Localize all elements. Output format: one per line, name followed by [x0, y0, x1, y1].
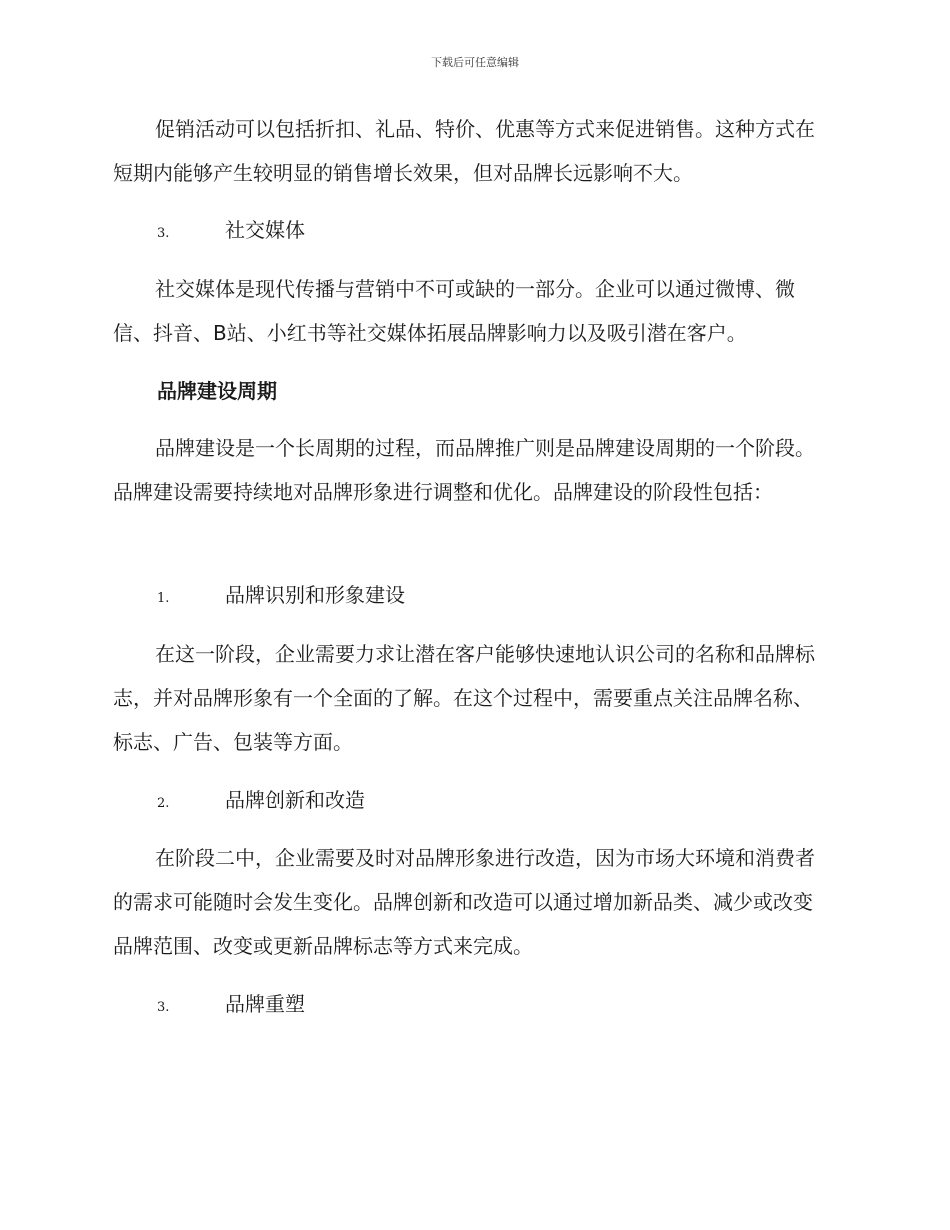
paragraph-brand-innovation: 在阶段二中，企业需要及时对品牌形象进行改造，因为市场大环境和消费者的需求可能随时会发生变化。品牌创新和改造可以通过增加新品类、减少或改变品牌范围、改变或更新品牌标志等方式来完成。	[113, 846, 815, 958]
list-item-brand-identity	[157, 580, 405, 614]
paragraph-brand-identity: 在这一阶段，企业需要力求让潜在客户能够快速地认识公司的名称和品牌标志，并对品牌形象有一个全面的了解。在这个过程中，需要重点关注品牌名称、标志、广告、包装等方面。	[113, 642, 815, 754]
list-item-brand-innovation	[157, 785, 365, 819]
list-label: 社交媒体	[225, 218, 305, 242]
paragraph-promotion: 促销活动可以包括折扣、礼品、特价、优惠等方式来促进销售。这种方式在短期内能够产生较明显的销售增长效果，但对品牌长远影响不大。	[113, 117, 815, 185]
list-label: 品牌创新和改造	[225, 788, 365, 812]
list-label: 品牌识别和形象建设	[225, 583, 405, 607]
paragraph-social-media: 社交媒体是现代传播与营销中不可或缺的一部分。企业可以通过微博、微信、抖音、B站、小红书等社交媒体拓展品牌影响力以及吸引潜在客户。	[113, 277, 795, 345]
list-label: 品牌重塑	[225, 992, 305, 1016]
list-number: 3.	[157, 1000, 170, 1015]
section-heading-brand-cycle: 品牌建设周期	[157, 379, 277, 403]
list-number: 1.	[157, 591, 170, 606]
list-item-brand-reshaping	[157, 989, 305, 1023]
paragraph-brand-cycle: 品牌建设是一个长周期的过程，而品牌推广则是品牌建设周期的一个阶段。品牌建设需要持续地对品牌形象进行调整和优化。品牌建设的阶段性包括：	[113, 436, 815, 504]
page-header: 下载后可任意编辑	[431, 56, 519, 69]
list-number: 3.	[157, 226, 170, 241]
list-number: 2.	[157, 796, 170, 811]
list-item-social-media	[157, 215, 305, 249]
